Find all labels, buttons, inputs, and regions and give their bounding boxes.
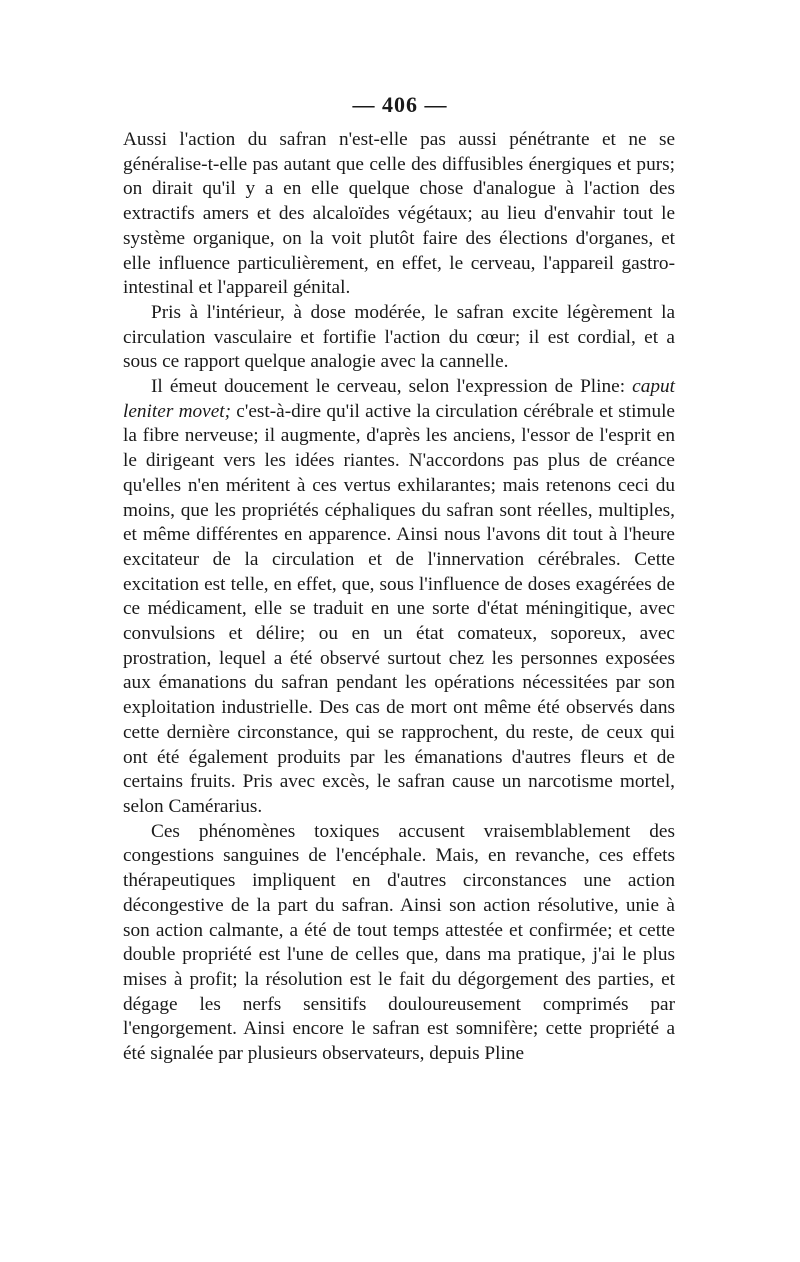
paragraph-3 bbox=[123, 375, 675, 820]
paragraph-2 bbox=[123, 301, 675, 375]
body-text bbox=[123, 128, 675, 1067]
paragraph-3-text-b: c'est-à-dire qu'il active la circulation cérébrale et stimule la fibre nerveuse; il augmente, d'après les anciens, l'essor de l'esprit en le dirigeant vers les idées riantes. N'accordons pas plus de créance qu'elles n'en méritent à ces vertus exhilarantes; mais retenons ceci du moins, que les propriétés céphaliques du safran sont réelles, multiples, et même différentes en apparence. Ainsi nous l'avons dit tout à l'heure excitateur de la circulation et de l'innervation cérébrales. Cette excitation est telle, en effet, que, sous l'influence de doses exagérées de ce médicament, elle se traduit en une sorte d'état méningitique, avec convulsions et délire; ou en un état comateux, soporeux, avec prostration, lequel a été observé surtout chez les personnes exposées aux émanations du safran pendant les opérations nécessitées par son exploitation industrielle. Des cas de mort ont même été observés dans cette dernière circonstance, qui se rapprochent, du reste, de ceux qui ont été également produits par les émanations d'autres fleurs et de certains fruits. Pris avec excès, le safran cause un narcotisme mortel, selon Camérarius. bbox=[123, 400, 675, 817]
page-number: — 406 — bbox=[352, 92, 448, 117]
latin-quote: caput leniter movet; bbox=[123, 376, 675, 422]
paragraph-1-text: Aussi l'action du safran n'est-elle pas aussi pénétrante et ne se généralise-t-elle pas autant que celle des diffusibles énergiques et purs; on dirait qu'il y a en elle quelque chose d'analogue à l'action des extractifs amers et des alcaloïdes végétaux; au lieu d'envahir tout le système organique, on la voit plutôt faire des élections d'organes, et elle influence particulièrement, en effet, le cerveau, l'appareil gastro-intestinal et l'appareil génital. bbox=[123, 129, 675, 299]
paragraph-4-text: Ces phénomènes toxiques accusent vraisemblablement des congestions sanguines de l'encéphale. Mais, en revanche, ces effets thérapeutiques impliquent en d'autres circonstances une action décongestive de la part du safran. Ainsi son action résolutive, unie à son action calmante, a été de tout temps attestée et confirmée; et cette double propriété est l'une de celles que, dans ma pratique, j'ai le plus mises à profit; la résolution est le fait du dégorgement des parties, et dégage les nerfs sensitifs douloureusement comprimés par l'engorgement. Ainsi encore le safran est somnifère; cette propriété a été signalée par plusieurs observateurs, depuis Pline bbox=[123, 820, 675, 1065]
paragraph-2-text: Pris à l'intérieur, à dose modérée, le safran excite légèrement la circulation vasculaire et fortifie l'action du cœur; il est cordial, et a sous ce rapport quelque analogie avec la cannelle. bbox=[123, 301, 675, 373]
paragraph-4 bbox=[123, 820, 675, 1067]
paragraph-3-text-a: Il émeut doucement le cerveau, selon l'expression de Pline: bbox=[151, 376, 633, 398]
paragraph-1 bbox=[123, 128, 675, 301]
